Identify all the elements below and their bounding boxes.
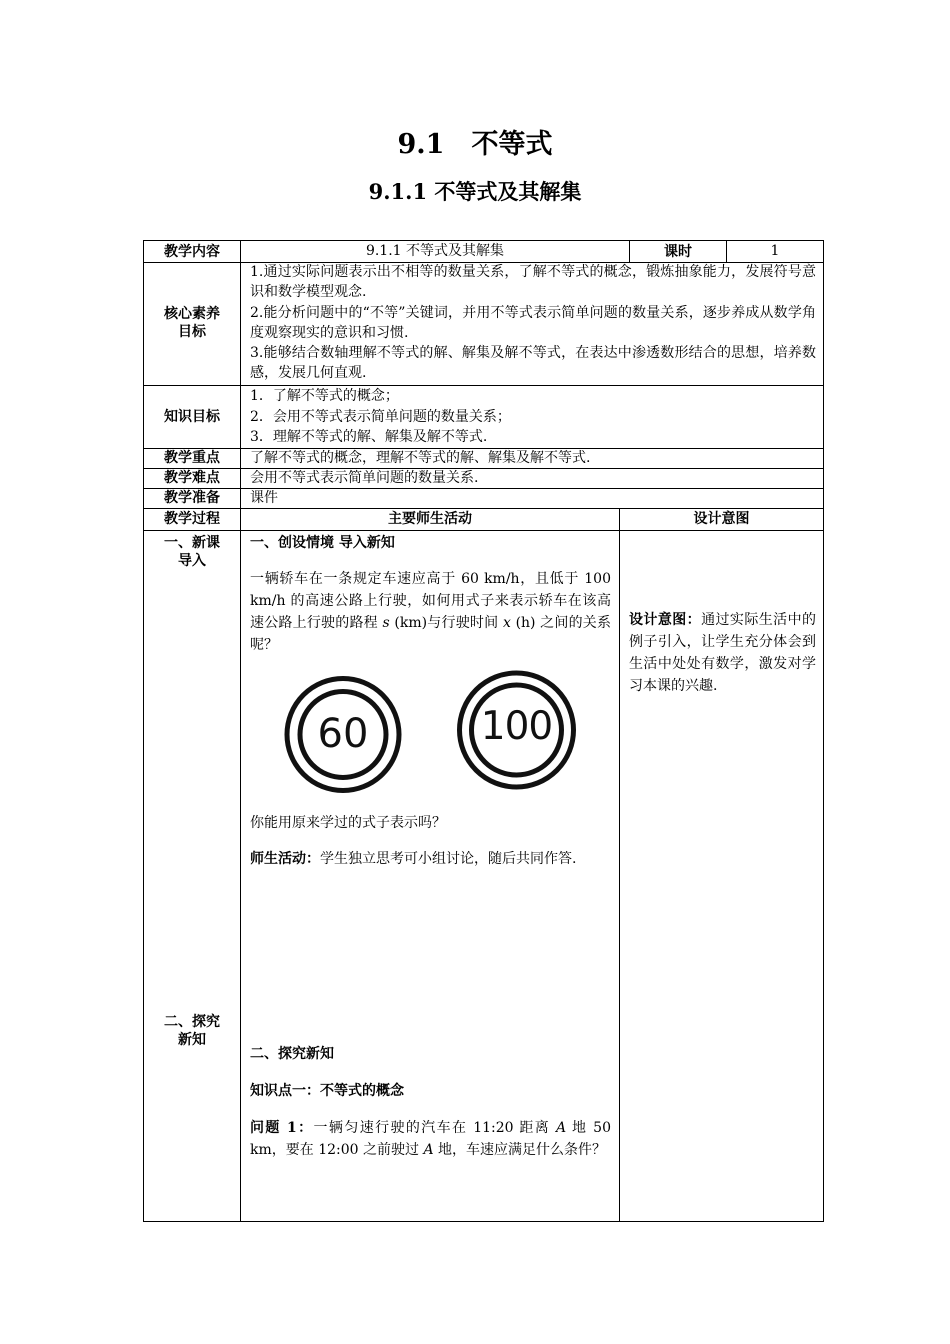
- stage1-label: [144, 534, 240, 570]
- variable-A: A: [556, 1120, 567, 1136]
- table-divider: [143, 530, 824, 531]
- teaching-process-label: 教学过程: [164, 511, 220, 527]
- key-point-value: 了解不等式的概念，理解不等式的解、解集及解不等式.: [250, 450, 591, 466]
- table-divider: [143, 508, 824, 509]
- scenario-paragraph: [250, 568, 611, 656]
- core-literacy-items: [250, 262, 816, 384]
- key-point-label: 教学重点: [164, 450, 220, 466]
- table-divider: [143, 468, 824, 469]
- knowledge-point-heading: 知识点一：不等式的概念: [250, 1083, 404, 1099]
- core-literacy-label-line1: 核心素养: [164, 306, 220, 322]
- difficulty-value: 会用不等式表示简单问题的数量关系.: [250, 470, 479, 486]
- class-hours-label: 课时: [664, 244, 692, 260]
- table-divider: [143, 488, 824, 489]
- design-intent-header: 设计意图: [693, 511, 750, 527]
- problem-label: 问题 1：: [250, 1120, 314, 1136]
- scenario-text: (km)与行驶时间: [389, 615, 503, 631]
- table-border-left: [143, 240, 144, 1222]
- scenario-text: (h) 之间的关系呢？: [250, 615, 612, 653]
- problem-text: 一辆匀速行驶的汽车在 11:20 距离: [313, 1120, 556, 1136]
- preparation-value: 课件: [250, 490, 278, 506]
- problem-paragraph: [250, 1117, 611, 1161]
- section-heading: 二、探究新知: [250, 1046, 334, 1062]
- variable-s: s: [382, 615, 390, 631]
- stage1-label-line2: 导入: [178, 553, 206, 569]
- knowledge-goal-items: [250, 386, 816, 448]
- difficulty-label: 教学难点: [164, 470, 220, 486]
- stage2-label: [144, 1013, 240, 1049]
- table-border-bottom: [143, 1221, 824, 1222]
- speed-limit-sign-60: [283, 676, 403, 793]
- stage2-content: [250, 1044, 611, 1161]
- list-item: 1．了解不等式的概念；: [250, 388, 399, 404]
- table-divider: [619, 508, 620, 1222]
- activity-paragraph: [250, 848, 611, 870]
- table-border-right: [823, 240, 824, 1222]
- design-intent-block: [629, 609, 816, 697]
- speed-limit-sign-100: [455, 670, 578, 790]
- teaching-content-value: 9.1.1 不等式及其解集: [365, 243, 505, 259]
- page-title: 9.1 不等式: [397, 129, 553, 160]
- core-literacy-label: [144, 305, 240, 341]
- problem-text: 地 50 km，要在 12:00 之前驶过: [250, 1120, 611, 1158]
- stage1-question-block: [250, 812, 611, 870]
- variable-x: x: [503, 615, 511, 631]
- scenario-text: 一辆轿车在一条规定车速应高于 60 km/h，且低于 100 km/h 的高速公路上行驶，如何用式子来表示轿车在该高速公路上行驶的路程: [250, 571, 611, 631]
- page-subtitle: 9.1.1 不等式及其解集: [368, 179, 582, 204]
- core-literacy-label-line2: 目标: [178, 324, 206, 340]
- variable-A: A: [423, 1142, 434, 1158]
- question-text: 你能用原来学过的式子表示吗？: [250, 815, 446, 831]
- main-activity-header: 主要师生活动: [388, 511, 472, 527]
- table-divider: [240, 240, 241, 1222]
- stage1-content: [250, 533, 611, 656]
- stage1-label-line1: 一、新课: [164, 535, 220, 551]
- list-item: 3.能够结合数轴理解不等式的解、解集及解不等式，在表达中渗透数形结合的思想，培养数感，发展几何直观.: [250, 345, 816, 382]
- stage2-label-line1: 二、探究: [164, 1014, 220, 1030]
- design-intent-text: 通过实际生活中的例子引入，让学生充分体会到生活中处处有数学，激发对学习本课的兴趣.: [629, 612, 817, 694]
- knowledge-goal-label: 知识目标: [164, 409, 220, 425]
- design-intent-label: 设计意图：: [629, 612, 702, 628]
- activity-text: 学生独立思考可小组讨论，随后共同作答.: [320, 851, 577, 867]
- class-hours-value: 1: [770, 243, 780, 259]
- list-item: 3．理解不等式的解、解集及解不等式.: [250, 429, 488, 445]
- activity-label: 师生活动：: [250, 851, 320, 867]
- sign-100-number: 100: [480, 704, 553, 749]
- list-item: 2．会用不等式表示简单问题的数量关系；: [250, 408, 511, 425]
- list-item: 1.通过实际问题表示出不相等的数量关系，了解不等式的概念，锻炼抽象能力，发展符号意识和数学模型观念.: [250, 264, 816, 301]
- problem-text: 地，车速应满足什么条件？: [433, 1142, 607, 1158]
- preparation-label: 教学准备: [164, 490, 220, 506]
- teaching-content-label: 教学内容: [164, 244, 220, 260]
- stage2-label-line2: 新知: [178, 1032, 206, 1048]
- section-heading: 一、创设情境 导入新知: [250, 535, 395, 551]
- list-item: 2.能分析问题中的“不等”关键词，并用不等式表示简单问题的数量关系，逐步养成从数学角度观察现实的意识和习惯.: [250, 304, 816, 341]
- sign-60-number: 60: [317, 711, 369, 757]
